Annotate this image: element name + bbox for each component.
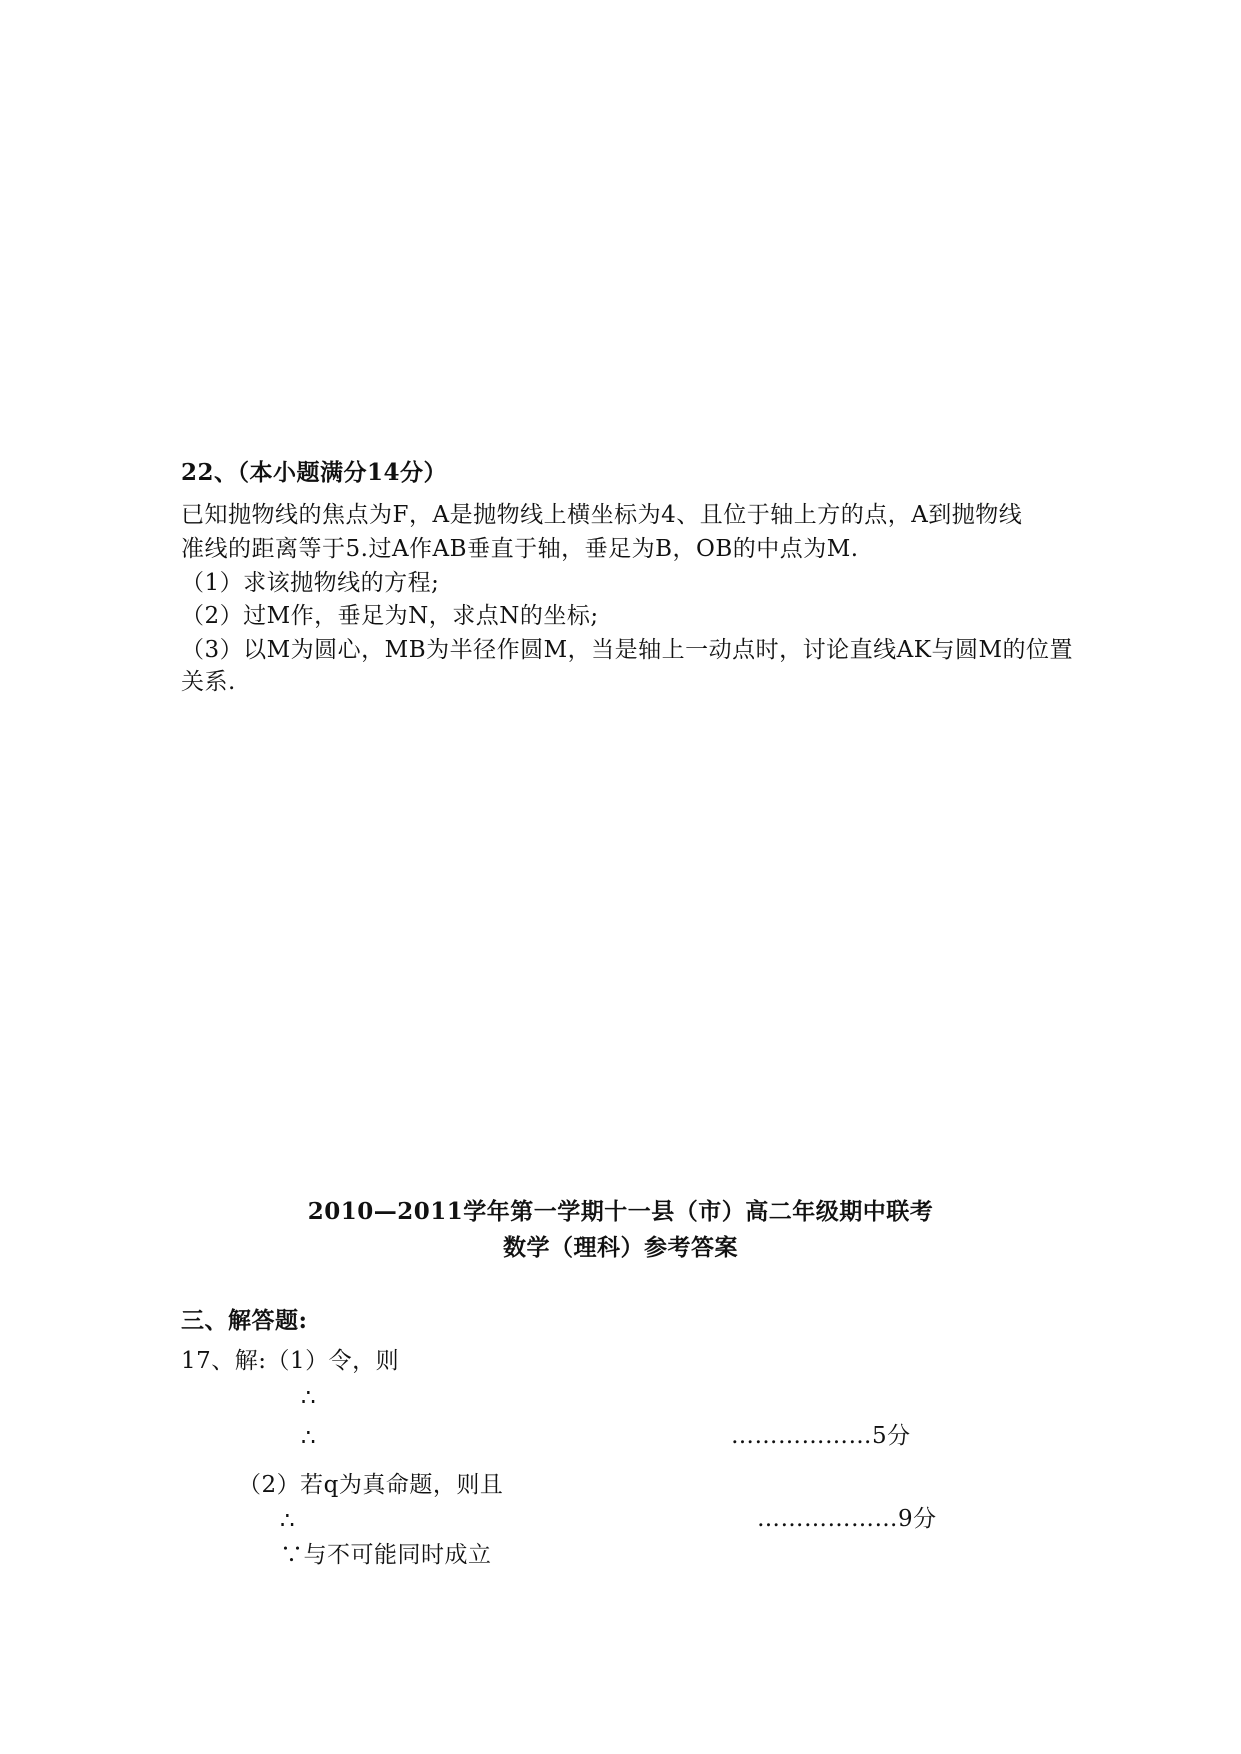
therefore-symbol-3: ∴ (280, 1508, 296, 1534)
because-statement: ∵与不可能同时成立 (280, 1542, 492, 1568)
problem-22-part-3: （3）以M为圆心，MB为半径作圆M，当是轴上一动点时，讨论直线AK与圆M的位置 (181, 637, 1074, 663)
problem-22-part-3-continued: 关系. (181, 669, 236, 695)
problem-22-heading: 22、（本小题满分14分） (181, 459, 448, 486)
q17-solution-intro: 17、解:（1）令，则 (181, 1348, 400, 1374)
answer-key-subtitle: 数学（理科）参考答案 (503, 1234, 738, 1261)
answer-key-title: 2010—2011学年第一学期十一县（市）高二年级期中联考 (307, 1198, 934, 1225)
problem-22-statement-line-1: 已知抛物线的焦点为F，A是抛物线上横坐标为4、且位于轴上方的点，A到抛物线 (181, 502, 1023, 528)
score-marker-9: ………………9分 (757, 1506, 937, 1532)
q17-part-2: （2）若q为真命题，则且 (238, 1472, 504, 1498)
problem-22-part-2: （2）过M作，垂足为N，求点N的坐标; (181, 603, 599, 629)
problem-22-statement-line-2: 准线的距离等于5.过A作AB垂直于轴，垂足为B，OB的中点为M. (181, 536, 859, 562)
therefore-symbol-2: ∴ (301, 1425, 317, 1451)
section-heading: 三、解答题: (181, 1307, 308, 1334)
therefore-symbol-1: ∴ (301, 1385, 317, 1411)
score-marker-5: ………………5分 (731, 1423, 911, 1449)
problem-22-part-1: （1）求该抛物线的方程; (181, 570, 440, 596)
